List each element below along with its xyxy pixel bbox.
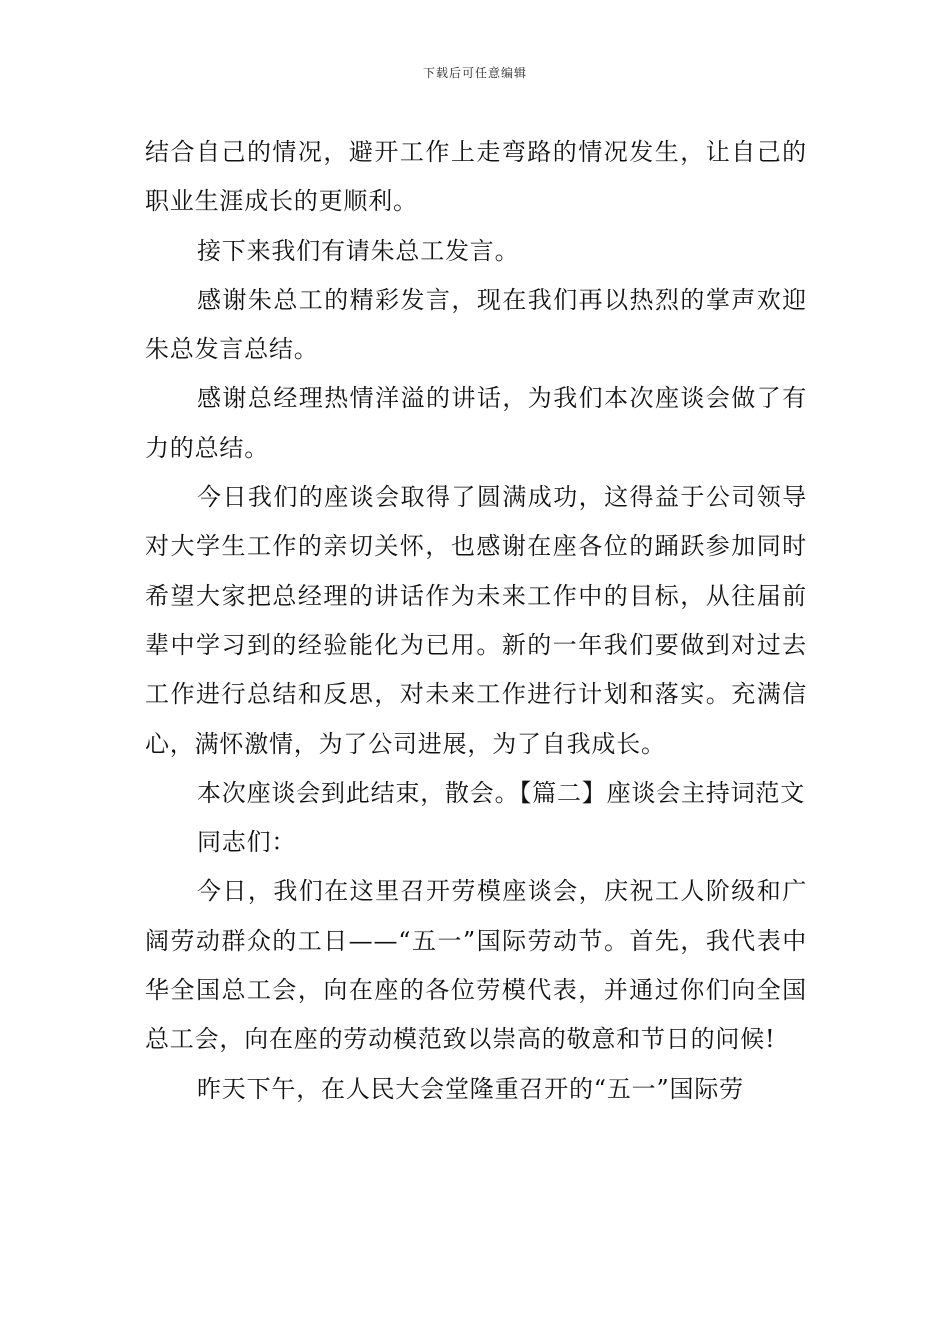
paragraph: 本次座谈会到此结束，散会。【篇二】座谈会主持词范文 — [197, 778, 805, 807]
paragraph: 今日我们的座谈会取得了圆满成功，这得益于公司领导对大学生工作的亲切关怀，也感谢在座各位的踊跃参加同时希望大家把总经理的讲话作为未来工作中的目标，从往届前辈中学习到的经验能化为已用。新的一年我们要做到对过去工作进行总结和反思，对未来工作进行计划和落实。充满信心，满怀激情，为了公司进展，为了自我成长。 — [145, 483, 807, 758]
paragraph: 昨天下午，在人民大会堂隆重召开的“五一”国际劳 — [197, 1074, 744, 1103]
paragraph: 接下来我们有请朱总工发言。 — [197, 236, 520, 265]
paragraph: 同志们： — [197, 828, 297, 857]
paragraph: 结合自己的情况，避开工作上走弯路的情况发生，让自己的职业生涯成长的更顺利。 — [145, 138, 807, 216]
paragraph: 感谢总经理热情洋溢的讲话，为我们本次座谈会做了有力的总结。 — [145, 384, 807, 462]
paragraph: 今日，我们在这里召开劳模座谈会，庆祝工人阶级和广阔劳动群众的工日——“五一”国际劳动节。首先，我代表中华全国总工会，向在座的各位劳模代表，并通过你们向全国总工会，向在座的劳动模范致以崇高的敬意和节日的问候! — [145, 877, 807, 1054]
page-header: 下载后可任意编辑 — [422, 66, 527, 80]
document-body — [145, 128, 807, 1114]
paragraph: 感谢朱总工的精彩发言，现在我们再以热烈的掌声欢迎朱总发言总结。 — [145, 285, 807, 364]
